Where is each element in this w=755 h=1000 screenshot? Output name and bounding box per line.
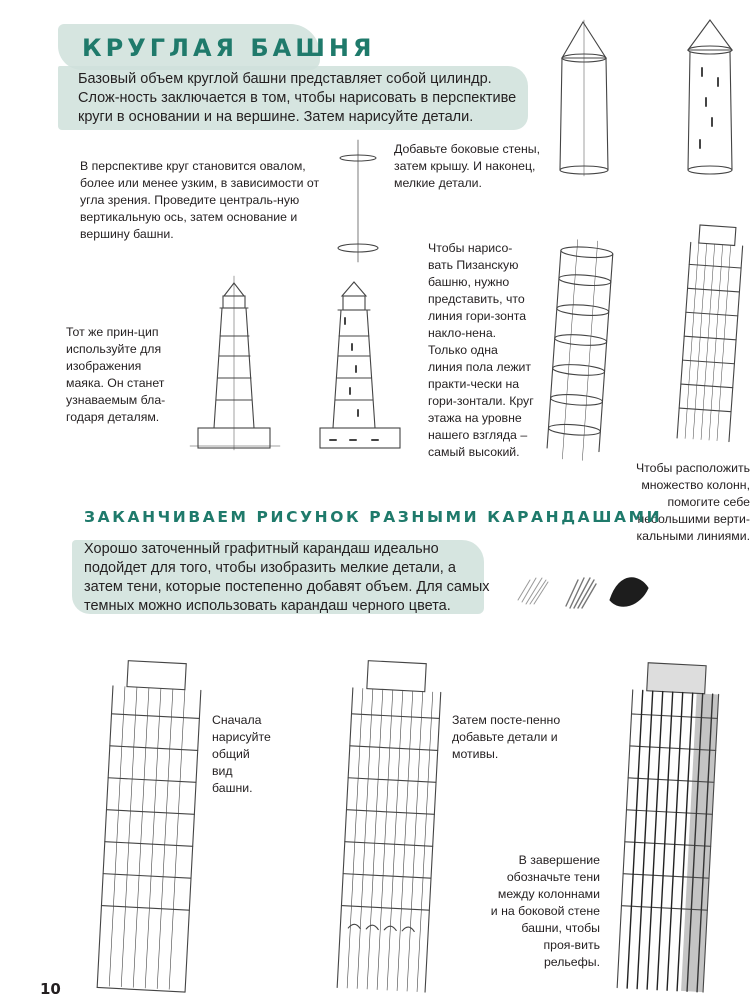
ellipse-construction-sketch (338, 140, 378, 262)
note-ellipse: В перспективе круг становится овалом, более или менее узким, в зависимости от угла зрения. Проведите централь-ную вертикальную ось, затем основание и вершину башни. (80, 159, 320, 241)
section-title-pencils: ЗАКАНЧИВАЕМ РИСУНОК РАЗНЫМИ КАРАНДАШАМИ (84, 508, 663, 526)
pencil-swatches (518, 578, 648, 608)
pisa-construction-sketch (546, 238, 613, 461)
final-tower-outline (97, 660, 202, 992)
page-number: 10 (40, 980, 61, 998)
lighthouse-sketch-outline (190, 276, 280, 450)
cylinder-tower-sketch (560, 20, 608, 176)
note-step2: Затем посте-пенно добавьте детали и мотивы. (452, 713, 561, 761)
intro-pencils: Хорошо заточенный графитный карандаш идеально подойдет для того, чтобы изобразить мелкие детали, а затем тени, которые постепенно добавят объем. Для самых темных можно использовать карандаш черного цвета. (84, 541, 490, 614)
final-tower-shaded (617, 662, 720, 992)
note-step3: В завершение обозначьте тени между колоннами и на боковой стене башни, чтобы проя-вить рельефы. (490, 853, 600, 969)
note-columns: Чтобы расположить множество колонн, помогите себе небольшими верти-кальными линиями. (635, 461, 750, 543)
lighthouse-sketch-detailed (320, 282, 400, 448)
note-lighthouse: Тот же прин-цип используйте для изображения маяка. Он станет узнаваемым бла-годаря деталям. (66, 325, 166, 424)
section-title-round-tower: КРУГЛАЯ БАШНЯ (82, 34, 376, 62)
final-tower-detailed (337, 660, 442, 992)
detailed-round-tower-sketch (688, 20, 732, 174)
intro-round-tower: Базовый объем круглой башни представляет собой цилиндр. Слож-ность заключается в том, чтобы нарисовать в перспективе круги в основании и на вершине. Затем нарисуйте детали. (78, 71, 517, 125)
pisa-columns-sketch (677, 224, 744, 441)
note-step1: Сначала нарисуйте общий вид башни. (212, 713, 271, 795)
note-pisa: Чтобы нарисо-вать Пизанскую башню, нужно представить, что линия гори-зонта накло-нена. Только одна линия пола лежит практи-чески на гори-зонтали. Круг этажа на уровне нашего взгляда – самый высокий. (428, 241, 534, 459)
note-walls: Добавьте боковые стены, затем крышу. И наконец, мелкие детали. (394, 142, 541, 190)
